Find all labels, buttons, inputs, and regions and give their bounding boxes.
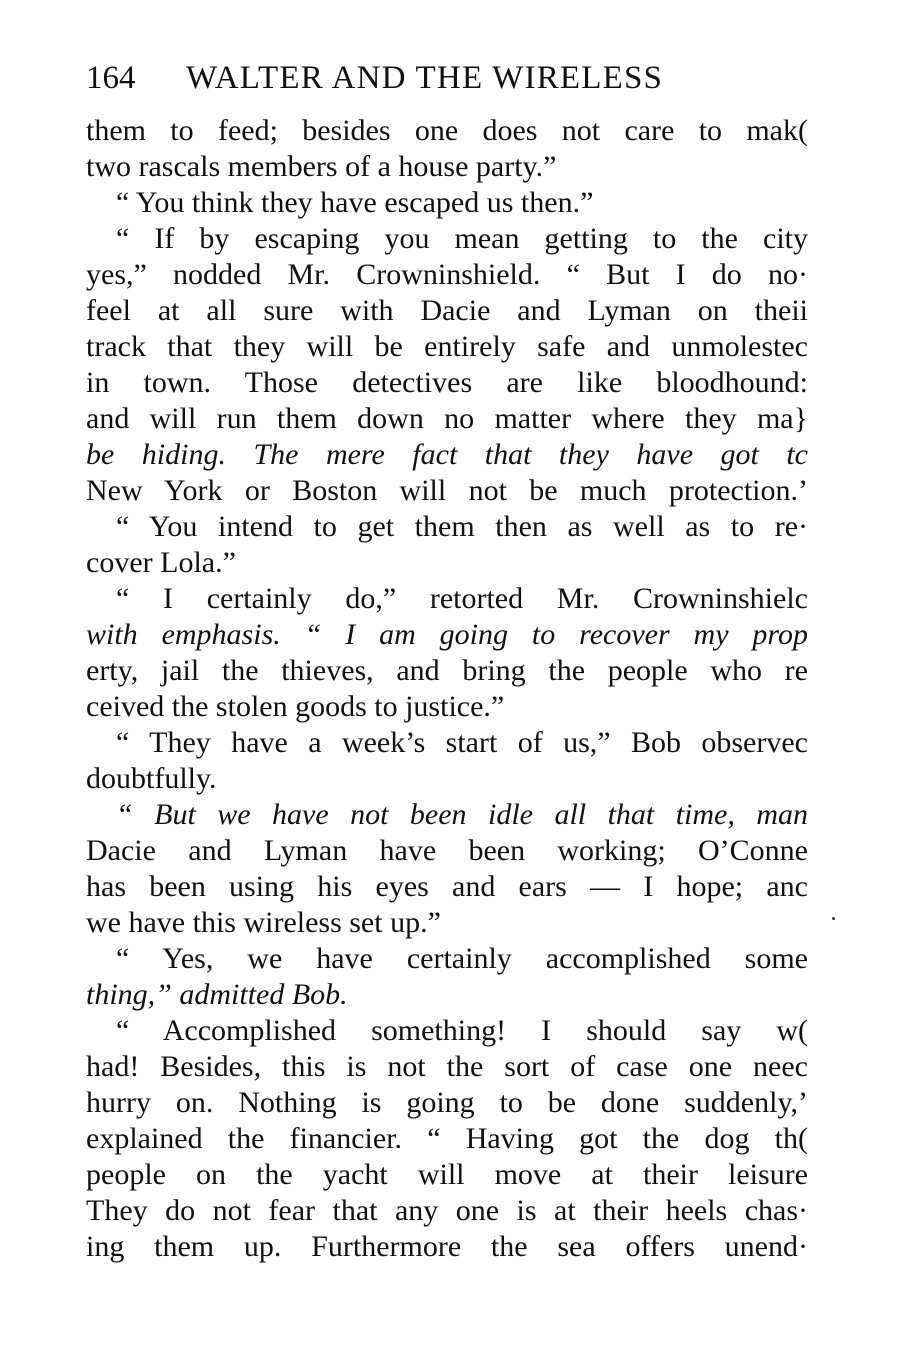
text-line [86,617,808,653]
running-title: WALTER AND THE WIRELESS [186,60,664,96]
text-line: “ If by escaping you mean getting to the city [116,222,808,255]
text-line: explained the financier. “ Having got the dog th( [86,1122,808,1155]
text-line: we have this wireless set up.” [86,906,441,939]
text-line: feel at all sure with Dacie and Lyman on theii [86,294,808,327]
italic-segment: with emphasis. [86,618,281,651]
text-line: “ They have a week’s start of us,” Bob observec [116,726,808,759]
text-line [86,977,808,1013]
text-line: “ I certainly do,” retorted Mr. Crowninshielc [116,582,808,615]
text-line: and will run them down no matter where they ma} [86,402,808,435]
body-text [86,113,808,1293]
text-line: in town. Those detectives are like bloodhound: [86,366,808,399]
text-line: ceived the stolen goods to justice.” [86,690,505,723]
text-line: cover Lola.” [86,546,236,579]
text-line: two rascals members of a house party.” [86,150,557,183]
text-line: ing them up. Furthermore the sea offers unend· [86,1230,808,1263]
text-line [86,437,808,473]
italic-segment: be hiding. The mere fact that they have got tc [86,438,808,471]
text-line: “ You intend to get them then as well as to re· [116,510,808,543]
text-line [86,797,808,833]
text-line: “ You think they have escaped us then.” [116,186,594,219]
italic-segment: “ I am going to recover my prop [280,618,808,651]
italic-segment: admitted Bob. [171,978,348,1011]
text-line: track that they will be entirely safe and unmolestec [86,330,808,363]
text-line: them to feed; besides one does not care to mak( [86,114,808,147]
text-line: New York or Boston will not be much protection.’ [86,474,808,507]
italic-segment: thing,” [86,978,172,1011]
text-line: “ Yes, we have certainly accomplished some [116,942,808,975]
text-line: They do not fear that any one is at their heels chas· [86,1194,808,1227]
page-number: 164 [86,60,136,96]
text-line: “ Accomplished something! I should say w( [116,1014,808,1047]
print-speck [832,917,835,920]
text-line: yes,” nodded Mr. Crowninshield. “ But I do no· [86,258,808,291]
text-line: people on the yacht will move at their leisure [86,1158,808,1191]
text-line: hurry on. Nothing is going to be done suddenly,’ [86,1086,808,1119]
italic-segment: “ But we have not been idle all that time, man [116,798,808,831]
running-header [86,56,826,100]
text-line: erty, jail the thieves, and bring the people who re [86,654,808,687]
text-line: had! Besides, this is not the sort of case one neec [86,1050,808,1083]
text-line: Dacie and Lyman have been working; O’Conne [86,834,808,867]
text-line: doubtfully. [86,762,217,795]
text-line: has been using his eyes and ears — I hope; anc [86,870,808,903]
